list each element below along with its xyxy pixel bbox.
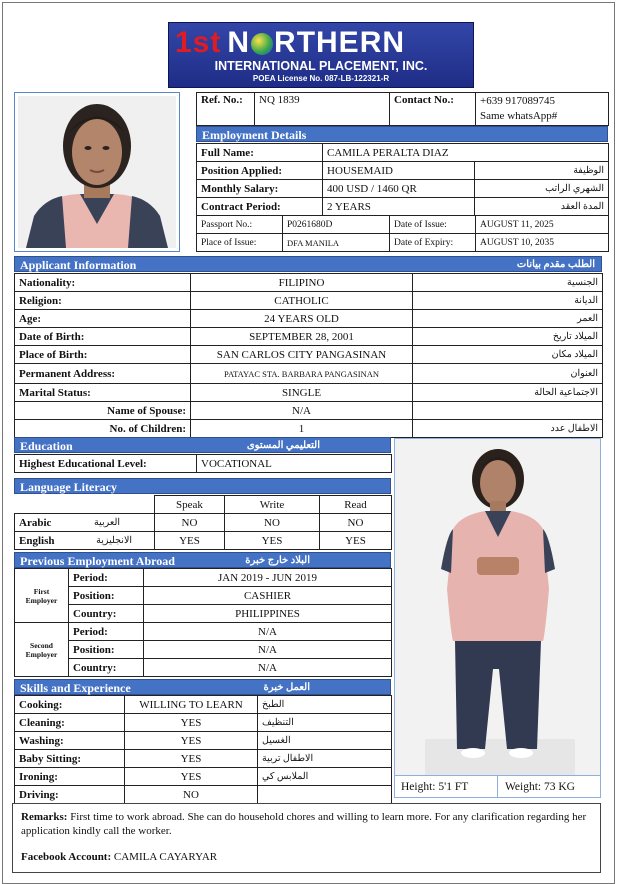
facebook-value: CAMILA CAYARYAR [113, 851, 218, 863]
employment-row: Full Name: CAMILA PERALTA DIAZ [197, 144, 609, 162]
expiry-label: Date of Expiry: [390, 234, 476, 252]
second-employer-label: Second Employer [15, 623, 69, 677]
read-header: Read [320, 496, 392, 514]
remarks-label: Remarks: [21, 811, 68, 823]
contact-cell [476, 93, 609, 126]
reference-table [196, 92, 609, 126]
speak-header: Speak [155, 496, 225, 514]
facebook-label: Facebook Account: [21, 851, 112, 863]
issue-date-label: Date of Issue: [390, 216, 476, 234]
language-table [14, 495, 392, 550]
applicant-row: Date of Birth: SEPTEMBER 28, 2001 الميلاد تاريخ [15, 328, 603, 346]
prev-employment-header: Previous Employment Abroad البلاد خارج خبرة [14, 552, 391, 568]
skill-row: Cleaning: YES التنظيف [15, 714, 392, 732]
passport-value: P0261680D [283, 216, 390, 234]
education-header: Education التعليمي المستوى [14, 437, 391, 453]
remarks-box [12, 803, 601, 873]
place-issue-value: DFA MANILA [283, 234, 390, 252]
passport-table [196, 215, 609, 252]
remarks-text: First time to work abroad. She can do household chores and willing to learn more. For any clarification regarding her application kindly call the worker. [21, 811, 587, 837]
globe-icon [251, 33, 273, 55]
height-value: Height: 5'1 FT [401, 781, 469, 793]
applicant-row: Marital Status: SINGLE الاجتماعية الحالة [15, 384, 603, 402]
skill-row: Ironing: YES الملابس كي [15, 768, 392, 786]
company-logo: 1st N RTHERN INTERNATIONAL PLACEMENT, INC. POEA License No. 087-LB-122321-R [168, 22, 474, 88]
language-row: Arabic العربية NO NO NO [15, 514, 392, 532]
skill-row: Baby Sitting: YES الاطفال تربية [15, 750, 392, 768]
applicant-row: Permanent Address: PATAYAC STA. BARBARA PANGASINAN العنوان [15, 364, 603, 384]
applicant-row: Age: 24 YEARS OLD العمر [15, 310, 603, 328]
contact-value: +639 917089745 [480, 95, 555, 107]
spouse-row: Name of Spouse: N/A [15, 402, 603, 420]
employer-row: Position: N/A [15, 641, 392, 659]
full-body-photo [394, 438, 601, 798]
employer-row: Country: PHILIPPINES [15, 605, 392, 623]
issue-date-value: AUGUST 11, 2025 [476, 216, 609, 234]
children-row: No. of Children: 1 الاطفال عدد [15, 420, 603, 438]
skill-row: Driving: NO [15, 786, 392, 804]
write-header: Write [225, 496, 320, 514]
applicant-row: Nationality: FILIPINO الجنسية [15, 274, 603, 292]
place-issue-label: Place of Issue: [197, 234, 283, 252]
first-employer-label: First Employer [15, 569, 69, 623]
applicant-row: Religion: CATHOLIC الديانة [15, 292, 603, 310]
ref-value: NQ 1839 [255, 93, 390, 126]
employer-row: Position: CASHIER [15, 587, 392, 605]
ref-label: Ref. No.: [197, 93, 255, 126]
education-table [14, 454, 392, 473]
contact-note: Same whatsApp# [480, 110, 558, 122]
skill-row: Cooking: WILLING TO LEARN الطبخ [15, 696, 392, 714]
applicant-row: Place of Birth: SAN CARLOS CITY PANGASINAN الميلاد مكان [15, 346, 603, 364]
passport-label: Passport No.: [197, 216, 283, 234]
employment-row: Position Applied: HOUSEMAID الوظيفة [197, 162, 609, 180]
skills-header: Skills and Experience العمل خبرة [14, 679, 391, 695]
employment-row: Contract Period: 2 YEARS المدة العقد [197, 198, 609, 216]
employment-header: Employment Details [196, 126, 608, 142]
prev-employment-table [14, 568, 392, 677]
employer-row: Second Employer Period: N/A [15, 623, 392, 641]
employer-row: First Employer Period: JAN 2019 - JUN 2019 [15, 569, 392, 587]
language-row: English الانجليزية YES YES YES [15, 532, 392, 550]
language-header: Language Literacy [14, 478, 391, 494]
expiry-value: AUGUST 10, 2035 [476, 234, 609, 252]
employment-table [196, 143, 609, 216]
contact-label: Contact No.: [390, 93, 476, 126]
applicant-portrait [14, 92, 180, 252]
applicant-header: Applicant Information الطلب مقدم بيانات [14, 256, 602, 272]
weight-value: Weight: 73 KG [505, 781, 575, 793]
skill-row: Washing: YES الغسيل [15, 732, 392, 750]
employment-row: Monthly Salary: 400 USD / 1460 QR الشهري الراتب [197, 180, 609, 198]
employer-row: Country: N/A [15, 659, 392, 677]
applicant-table [14, 273, 603, 438]
education-value: VOCATIONAL [197, 455, 392, 473]
education-label: Highest Educational Level: [15, 455, 197, 473]
skills-table [14, 695, 392, 804]
